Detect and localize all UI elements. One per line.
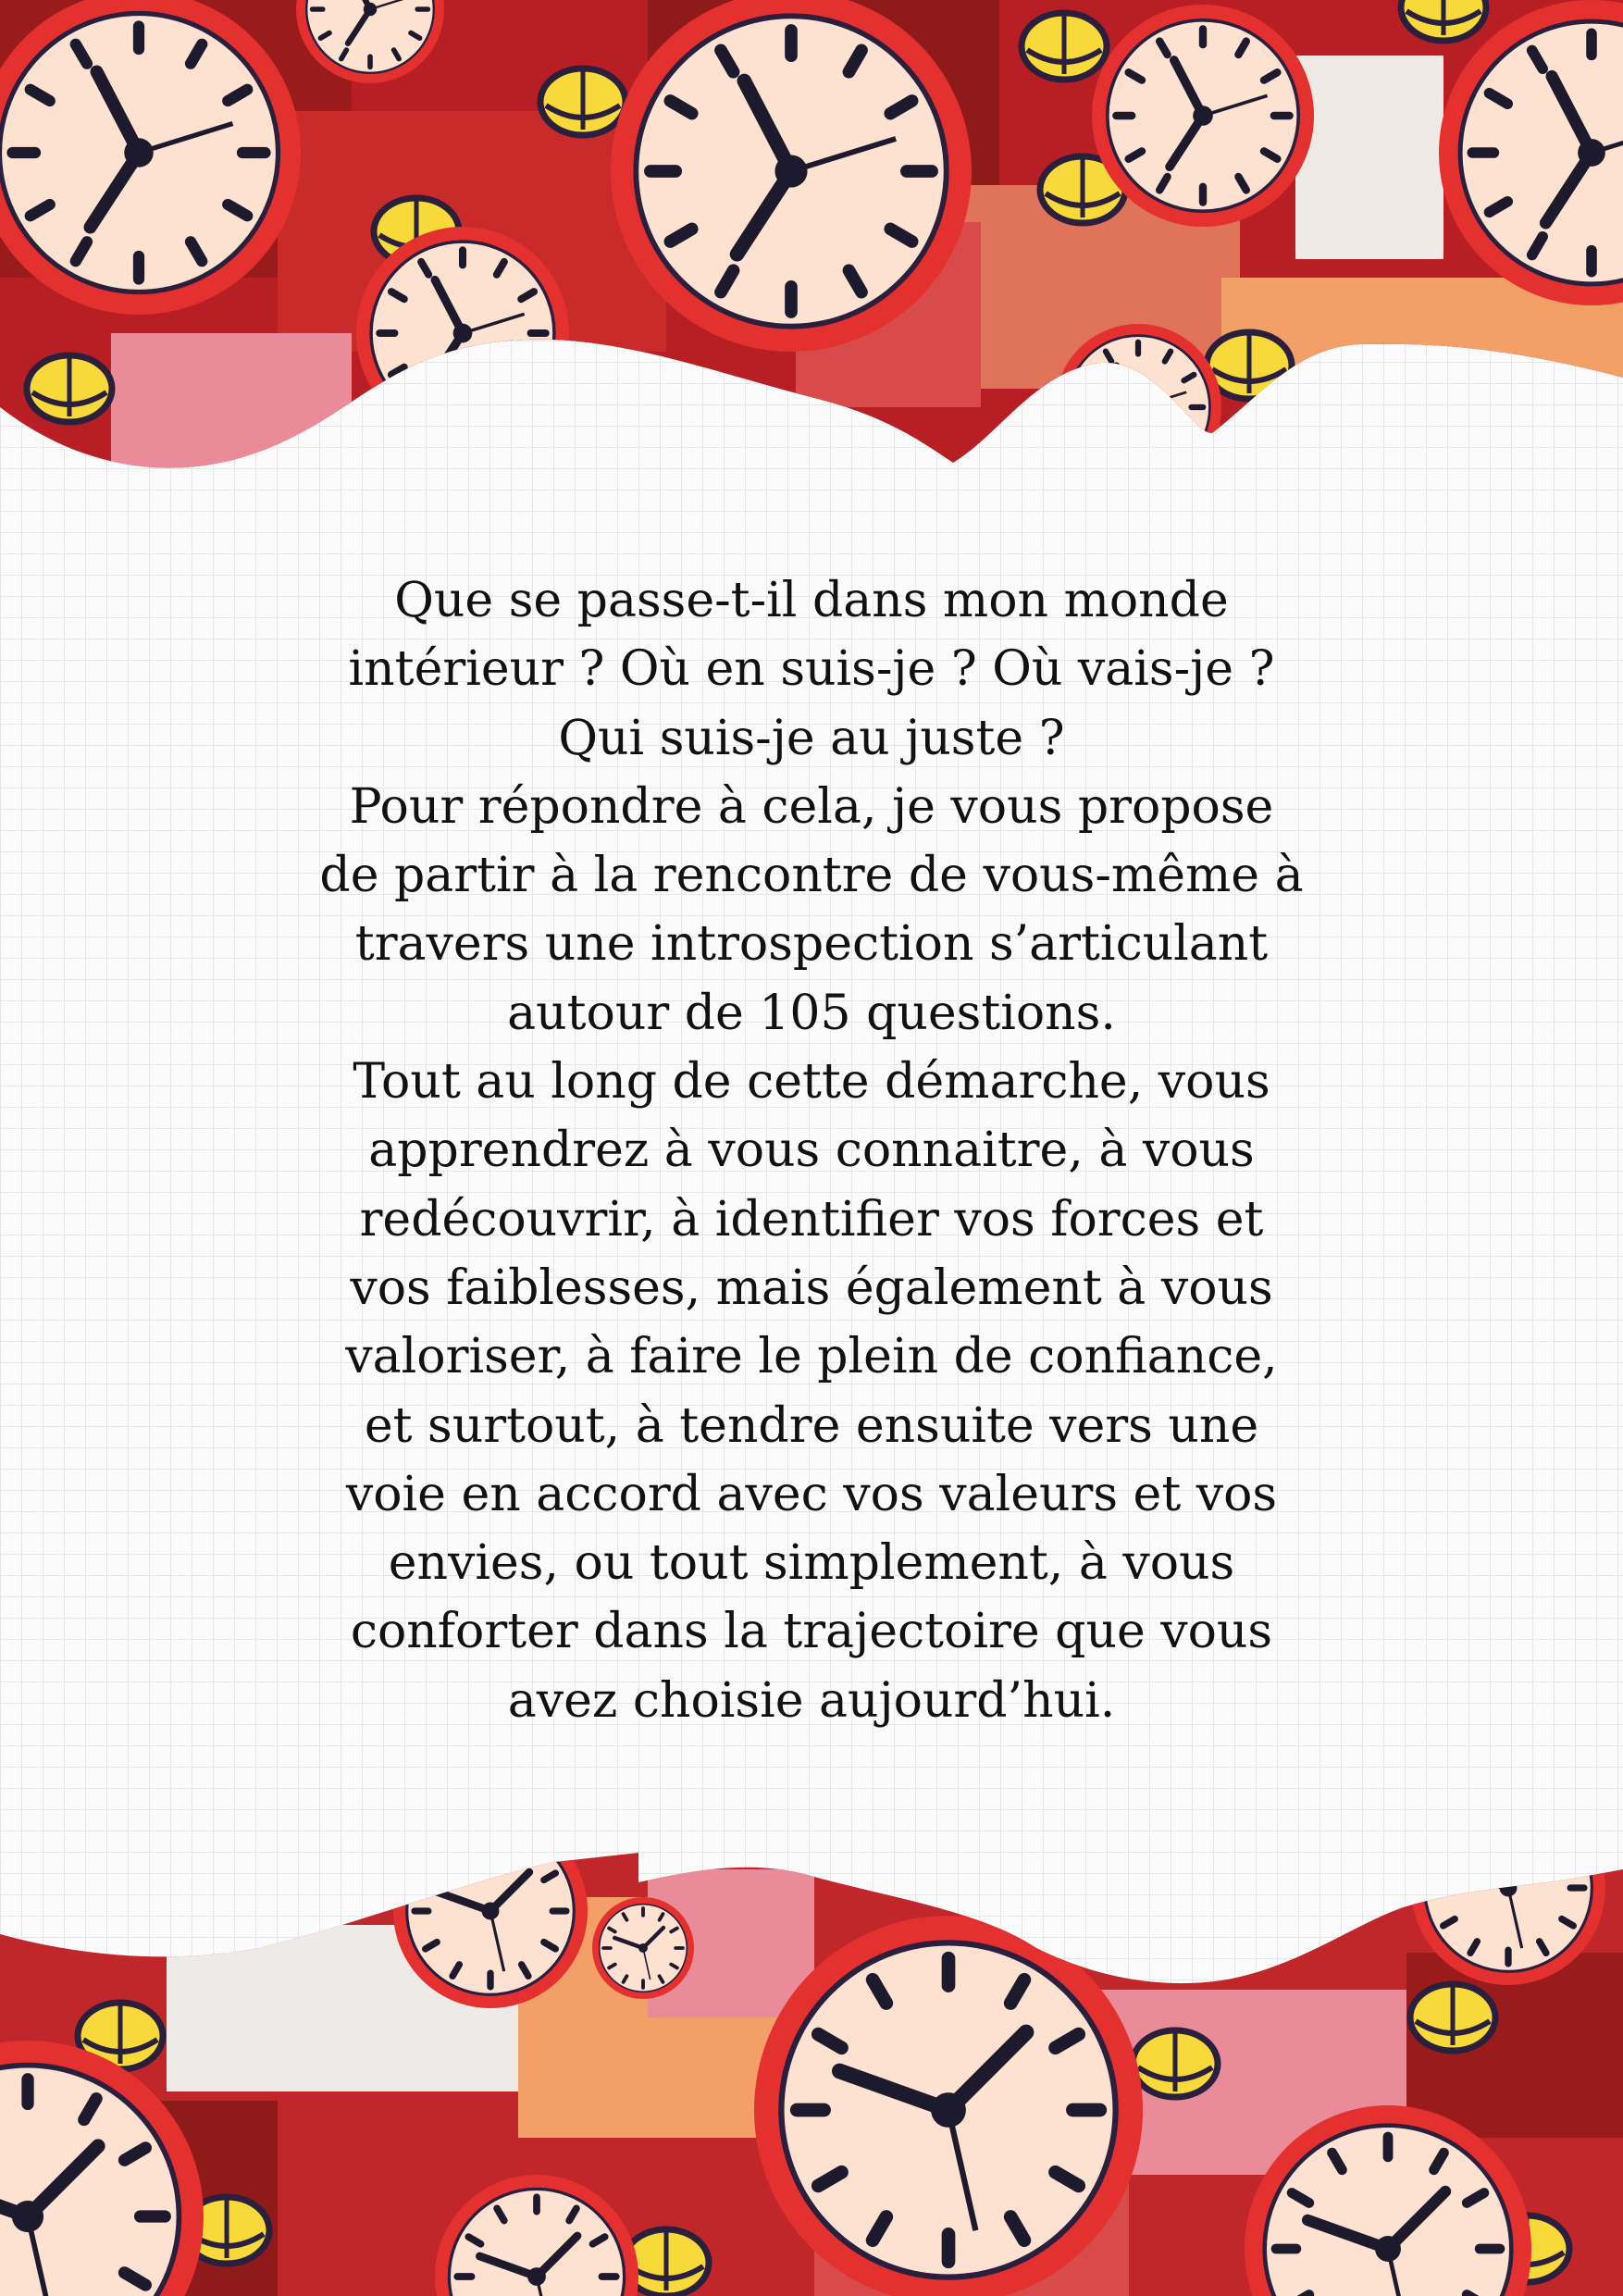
intro-line: de partir à la rencontre de vous-même à [319, 848, 1304, 904]
intro-line: Qui suis-je au juste ? [558, 710, 1065, 766]
clocks-collage-top [0, 0, 1623, 481]
intro-line: Pour répondre à cela, je vous propose [349, 778, 1274, 835]
intro-line: Tout au long de cette démarche, vous [353, 1054, 1270, 1111]
intro-line: envies, ou tout simplement, à vous [388, 1535, 1235, 1592]
intro-line: voie en accord avec vos valeurs et vos [345, 1466, 1278, 1522]
bottom-clock-banner [0, 1842, 1623, 2296]
intro-line: intérieur ? Où en suis-je ? Où vais-je ? [348, 641, 1275, 698]
intro-line: apprendrez à vous connaitre, à vous [368, 1123, 1255, 1179]
intro-line: Que se passe-t-il dans mon monde [394, 573, 1229, 628]
clocks-collage-bottom [0, 1842, 1623, 2296]
intro-line: redécouvrir, à identifier vos forces et [359, 1191, 1264, 1247]
intro-line: vos faiblesses, mais également à vous [350, 1260, 1273, 1316]
intro-line: avez choisie aujourd’hui. [507, 1672, 1116, 1729]
intro-line: et surtout, à tendre ensuite vers une [364, 1397, 1259, 1454]
intro-line: valoriser, à faire le plein de confiance, [345, 1329, 1278, 1385]
top-clock-banner [0, 0, 1623, 481]
intro-line: autour de 105 questions. [507, 985, 1116, 1041]
intro-line: travers une introspection s’articulant [354, 916, 1269, 973]
intro-text [256, 566, 1367, 1735]
intro-line: conforter dans la trajectoire que vous [350, 1604, 1273, 1660]
